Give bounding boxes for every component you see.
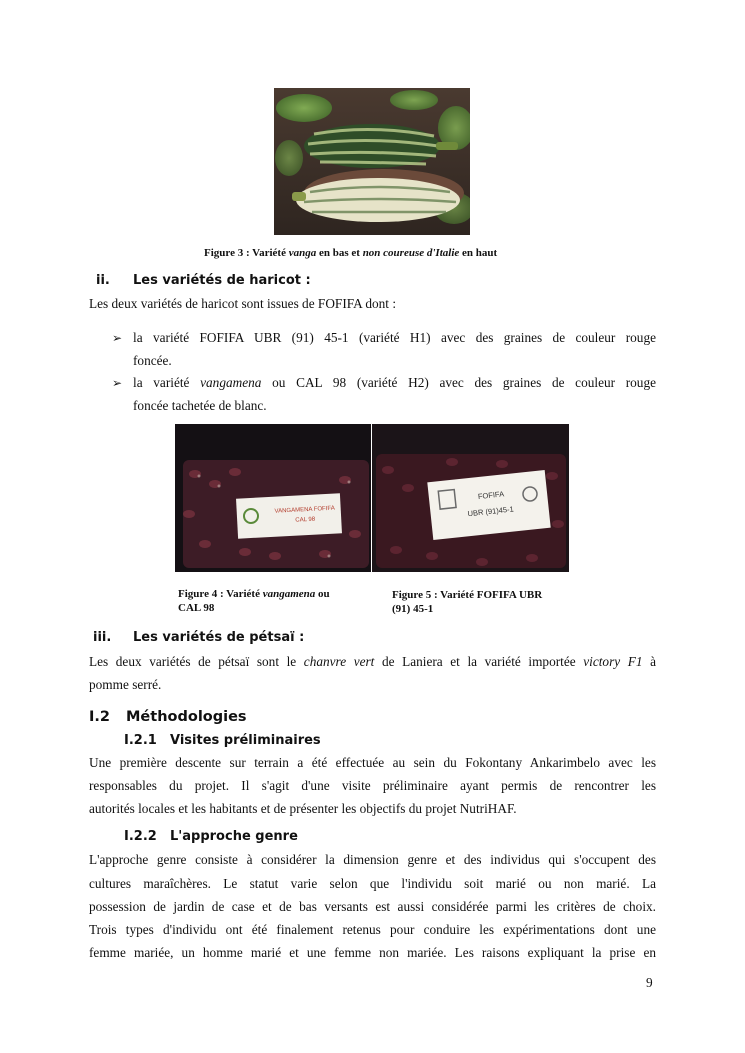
section-i22-line-1: L'approche genre consiste à considérer la dimension genre et des individus qui s'occupent des <box>89 852 656 867</box>
section-iii-mid: de Laniera et la variété importée <box>374 654 584 669</box>
section-i21-number: I.2.1 <box>124 733 157 748</box>
figure-4-caption <box>178 587 330 615</box>
bullet-1-line-2: foncée. <box>133 353 172 368</box>
section-iii-line-2: pomme serré. <box>89 677 162 692</box>
figure-5-caption-line-1: Figure 5 : Variété FOFIFA UBR <box>392 589 543 601</box>
section-iii-heading <box>93 630 305 645</box>
bullet-2-line-2: foncée tachetée de blanc. <box>133 398 267 413</box>
figure-4-caption-suffix: ou <box>315 588 330 600</box>
bullet-arrow-icon: ➢ <box>112 331 123 345</box>
section-iii-line-1 <box>89 650 656 674</box>
section-i2-heading <box>89 709 247 725</box>
figure-4-caption-line-2: CAL 98 <box>178 602 215 614</box>
figure-3-caption-em1: vanga <box>288 247 317 259</box>
section-i22-line-5: femme mariée, un homme marié et une femme non mariée. Les raisons expliquant la prise en <box>89 945 656 960</box>
section-i21-line-1: Une première descente sur terrain a été effectuée au sein du Fokontany Ankarimbelo avec les <box>89 755 656 770</box>
section-i22-heading <box>124 829 298 844</box>
section-i22-line-3: possession de jardin de case et de bas versants est aussi considérée parmi les critères de choix. <box>89 899 656 914</box>
figure-5-label-text-2: UBR (91)45-1 <box>467 504 515 519</box>
section-iii-suffix: à <box>642 654 656 669</box>
section-i22-line-4: Trois types d'individu ont été finalement retenus pour conduire les expérimentations dont une <box>89 922 656 937</box>
section-i21-line-3: autorités locales et les habitants et de présenter les objectifs du projet NutriHAF. <box>89 801 517 816</box>
figure-4-caption-prefix: Figure 4 : Variété <box>178 588 263 600</box>
figure-3-caption-mid: en bas et <box>316 247 363 259</box>
section-iii-numeral: iii. <box>93 630 112 645</box>
figure-3-photo <box>274 88 470 235</box>
figure-5-photo <box>372 424 569 572</box>
bullet-2-prefix: la variété <box>133 375 201 390</box>
bullet-2-suffix: ou CAL 98 (variété H2) avec des graines de couleur rouge <box>261 375 656 390</box>
section-i22-number: I.2.2 <box>124 829 157 844</box>
section-iii-em1: chanvre vert <box>303 654 375 669</box>
figure-5-label-text: FOFIFA <box>477 489 505 502</box>
section-i2-title: Méthodologies <box>126 709 247 725</box>
section-ii-intro: Les deux variétés de haricot sont issues de FOFIFA dont : <box>89 296 397 311</box>
figure-3-caption-prefix: Figure 3 : Variété <box>204 247 289 259</box>
section-i21-title: Visites préliminaires <box>170 733 321 748</box>
section-iii-em2: victory F1 <box>583 654 643 669</box>
figure-4-caption-em: vangamena <box>262 588 316 600</box>
section-i22-title: L'approche genre <box>170 829 298 844</box>
section-i22-line-2: cultures maraîchères. Le statut varie selon que l'individu soit marié ou non marié. La <box>89 876 656 891</box>
bullet-1-line-1: la variété FOFIFA UBR (91) 45-1 (variété H1) avec des graines de couleur rouge <box>133 330 656 345</box>
figure-5-caption <box>392 588 542 616</box>
section-i21-line-2: responsables du projet. Il s'agit d'une visite préliminaire ayant permis de rencontrer les <box>89 778 656 793</box>
section-iii-title: Les variétés de pétsaï : <box>133 630 305 645</box>
page-number: 9 <box>646 975 653 990</box>
section-ii-heading <box>96 273 311 288</box>
section-ii-title: Les variétés de haricot : <box>133 273 311 288</box>
section-i2-number: I.2 <box>89 709 110 725</box>
figure-3-caption-suffix: en haut <box>459 247 498 259</box>
figure-3-caption <box>204 247 544 259</box>
bullet-arrow-icon: ➢ <box>112 376 123 390</box>
section-i21-heading <box>124 733 321 748</box>
section-ii-numeral: ii. <box>96 273 110 288</box>
figure-4-photo <box>175 424 371 572</box>
bullet-2-line-1 <box>133 371 656 395</box>
figure-4-label-text-2: CAL 98 <box>295 516 316 524</box>
figure-5-caption-line-2: (91) 45-1 <box>392 603 434 615</box>
bullet-2-em: vangamena <box>200 375 262 390</box>
figure-4-label-text: VANGAMENA FOFIFA <box>274 505 335 515</box>
section-iii-prefix: Les deux variétés de pétsaï sont le <box>89 654 304 669</box>
figure-3-caption-em2: non coureuse d'Italie <box>362 247 460 259</box>
